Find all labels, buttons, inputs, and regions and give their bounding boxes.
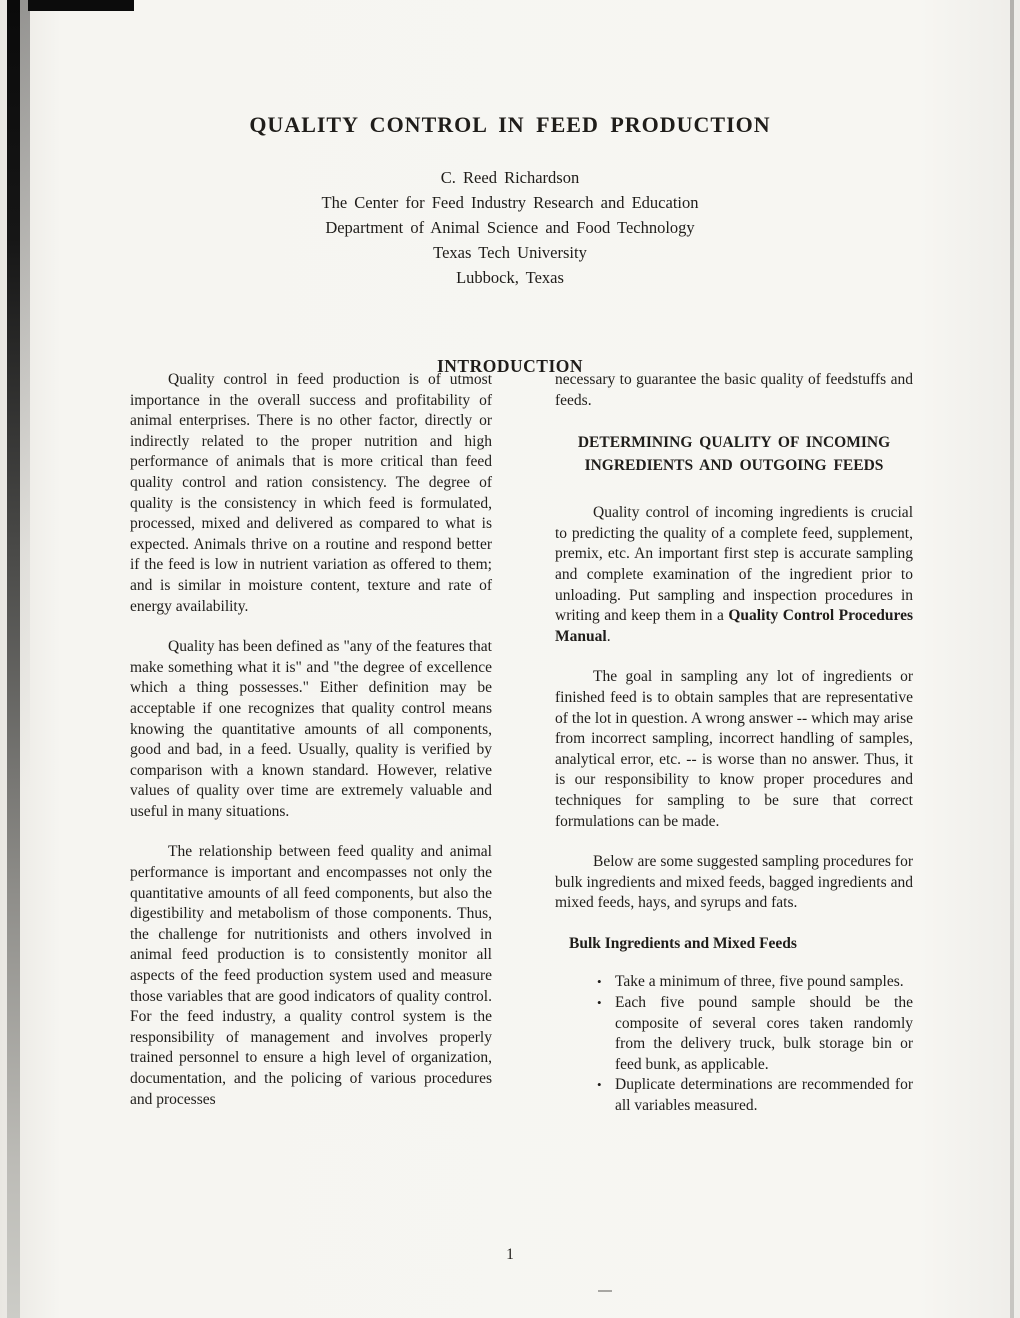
left-column <box>130 370 492 1130</box>
section-heading-introduction: INTRODUCTION <box>436 356 584 376</box>
paragraph-text: Quality control of incoming ingredients is crucial to predicting the quality of a complete feed, supplement, premix, etc. An important first step is accurate sampling and complete examination of the ingredient prior to unloading. Put sampling and inspection procedures in writing and keep them in a <box>555 504 913 625</box>
paragraph: The goal in sampling any lot of ingredients or finished feed is to obtain samples that are representative of the lot in question. A wrong answer -- which may arise from incorrect sampling, incorrect handling of samples, analytical error, etc. -- is worse than no answer. Thus, it is our responsibility to know proper procedures and techniques for sampling to be sure that correct formulations can be made. <box>555 668 913 830</box>
author-affiliation-line: Lubbock, Texas <box>456 268 564 287</box>
scan-artifact-bottom-mark <box>598 1290 612 1292</box>
bullet-icon: • <box>597 1077 602 1093</box>
list-item-text: Take a minimum of three, five pound samples. <box>615 973 904 991</box>
paragraph-text: . <box>606 627 611 645</box>
two-column-body <box>130 370 913 1130</box>
sub-heading-bulk-ingredients: Bulk Ingredients and Mixed Feeds <box>569 934 797 952</box>
bullet-icon: • <box>597 995 602 1011</box>
list-item <box>595 993 913 1075</box>
author-block <box>0 165 1020 290</box>
author-affiliation-line: Department of Animal Science and Food Technology <box>325 218 695 237</box>
paragraph: Below are some suggested sampling procedures for bulk ingredients and mixed feeds, bagged ingredients and mixed feeds, hays, and syrups and fats. <box>555 853 913 912</box>
author-affiliation-line: The Center for Feed Industry Research and Education <box>321 193 699 212</box>
bold-phrase-quality-control-procedures-manual: Quality Control Procedures Manual <box>555 607 914 645</box>
list-item-text: Duplicate determinations are recommended for all variables measured. <box>615 1076 913 1115</box>
paragraph <box>555 503 913 647</box>
paragraph-continuation: necessary to guarantee the basic quality of feedstuffs and feeds. <box>555 371 913 409</box>
author-name: C. Reed Richardson <box>440 168 580 187</box>
bullet-icon: • <box>597 974 602 990</box>
right-column <box>555 370 913 1130</box>
page-number: 1 <box>506 1246 514 1263</box>
author-affiliation-line: Texas Tech University <box>433 243 587 262</box>
section-heading-determining-quality: DETERMINING QUALITY OF INCOMING INGREDIENTS AND OUTGOING FEEDS <box>577 434 891 475</box>
list-item <box>595 1075 913 1116</box>
paragraph: Quality has been defined as "any of the features that make something what it is" and "the degree of excellence which a thing possesses." Either definition may be acceptable if one recognizes that quality control means knowing the quantitative amounts of all components, good and bad, in a feed. Usually, quality is verified by comparison with a known standard. However, relative values of quality over time are extremely valuable and useful in many situations. <box>130 638 492 820</box>
list-item-text: Each five pound sample should be the composite of several cores taken randomly from the delivery truck, bulk storage bin or feed bunk, as applicable. <box>615 994 913 1073</box>
paragraph: The relationship between feed quality and animal performance is important and encompasses not only the quantitative amounts of all feed components, but also the digestibility and metabolism of those components. Thus, the challenge for nutritionists and others involved in animal feed production is to consistently monitor all aspects of the feed production system used and measure those variables that are good indicators of quality control. For the feed industry, a quality control system is the responsibility of management and involves properly trained personnel to ensure a high level of organization, documentation, and the policing of various procedures and processes <box>130 843 492 1108</box>
paragraph: Quality control in feed production is of utmost importance in the overall success and profitability of animal enterprises. There is no other factor, directly or indirectly related to the proper nutrition and high performance of animals that is more critical than feed quality control and ration consistency. The degree of quality is the consistency in which feed is formulated, processed, mixed and delivered as compared to what is expected. Animals thrive on a routine and respond better if the feed is low in nutrient variation as offered to them; and is similar in moisture content, texture and rate of energy availability. <box>130 371 492 615</box>
list-item <box>595 972 913 993</box>
bullet-list <box>555 972 913 1116</box>
document-title: QUALITY CONTROL IN FEED PRODUCTION <box>249 112 771 137</box>
